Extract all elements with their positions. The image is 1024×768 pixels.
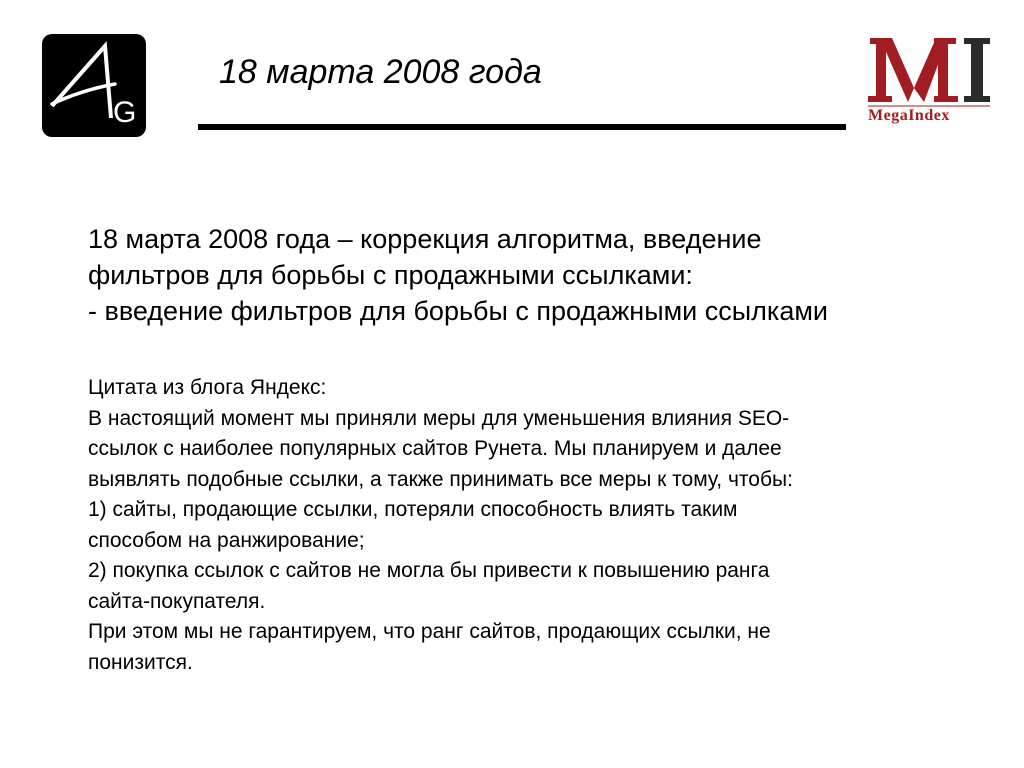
title-underline [198, 124, 846, 130]
main-line: - введение фильтров для борьбы с продажными ссылками [88, 296, 828, 326]
quote-line: Цитата из блога Яндекс: [88, 376, 327, 399]
page-title: 18 марта 2008 года [219, 53, 542, 91]
quote-line: ссылок с наиболее популярных сайтов Рунета. Мы планируем и далее [88, 437, 782, 460]
svg-text:G: G [113, 96, 137, 129]
quote-line: 1) сайты, продающие ссылки, потеряли способность влиять таким [88, 498, 738, 521]
main-line: 18 марта 2008 года – коррекция алгоритма, введение [88, 224, 762, 254]
ag-logo [42, 34, 146, 137]
quote-line: понизится. [88, 650, 193, 674]
quote-line: способом на ранжирование; [88, 528, 365, 552]
quote-line: 2) покупка ссылок с сайтов не могла бы привести к повышению ранга [88, 559, 770, 582]
quote-line: сайта-покупателя. [88, 589, 266, 613]
main-line: фильтров для борьбы с продажными ссылками: [88, 260, 693, 290]
megaindex-logo [864, 36, 994, 126]
quote-line: В настоящий момент мы приняли меры для уменьшения влияния SEO- [88, 406, 790, 430]
megaindex-icon [864, 36, 994, 126]
quote-line: При этом мы не гарантируем, что ранг сайтов, продающих ссылки, не [88, 620, 771, 643]
ag-monogram-icon [42, 34, 146, 137]
megaindex-caption: MegaIndex [868, 107, 950, 124]
yandex-blog-quote [88, 373, 978, 678]
quote-line: выявлять подобные ссылки, а также принимать все меры к тому, чтобы: [88, 467, 793, 491]
main-statement [88, 221, 988, 329]
